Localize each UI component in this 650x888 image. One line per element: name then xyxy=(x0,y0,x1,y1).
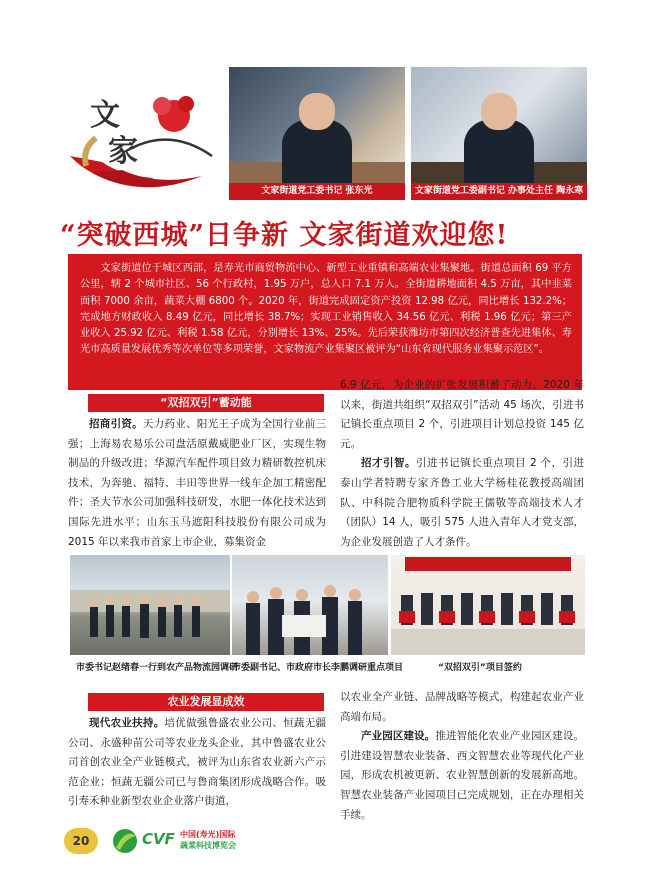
section2-left-text: 培优做强鲁盛农业公司、恒蔬无疆公司、永盛种苗公司等农业龙头企业，其中鲁盛农业公司首创农业全产业链模式，被评为山东省农业新六产示范企业；恒蔬无疆公司已与鲁商集团形成战略合作。吸引寿禾种业新型农业企业落户街道， xyxy=(68,717,326,808)
section2-right-text2: 推进智能化农业产业园区建设。引进建设智慧农业装备、西文智慧农业等现代化产业园，形成农机被更新、农业智慧创新的发展新高地。智慧农业装备产业园项目已完成规划，正在办理相关手续。 xyxy=(340,730,584,821)
section1-left-text: 天力药业、阳光王子成为全国行业前三强；上海易农易乐公司盘活原戴威肥业厂区，实现生物制品的升级改进；华源汽车配件项目致力精研数控机床技术，为奔驰、福特、丰田等世界一线车企加工精密配件；圣大节水公司加强科技研发，水肥一体化技术达到国际先进水平；山东玉马遮阳科技股份有限公司成为 2015 年以来我市首家上市企业，募集资金 xyxy=(68,418,327,548)
logistics-park-photo xyxy=(70,555,230,655)
section1-right-text2: 引进书记镇长重点项目 2 个，引进泰山学者特聘专家齐鲁工业大学杨桂花教授高端团队、中科院合肥物质科学院王儒敬等高端技术人才（团队）14 人，吸引 575 人进入青年人才党支部，为企业发展创造了人才条件。 xyxy=(340,457,585,548)
section1-left-column xyxy=(68,415,326,552)
page-headline: “突破西城”日争新 文家街道欢迎您! xyxy=(60,220,509,251)
expo-name-line1: 中国(寿光)国际 xyxy=(180,830,236,839)
emblem-char-jia: 家 xyxy=(108,134,138,169)
emblem-char-wen: 文 xyxy=(90,98,120,133)
expo-logo-text: CVF xyxy=(142,830,175,848)
deputy-secretary-photo xyxy=(411,67,587,183)
left-photo-caption: 文家街道党工委书记 张东光 xyxy=(229,183,405,200)
expo-logo xyxy=(110,826,270,858)
section1-right-lead: 招才引智。 xyxy=(361,457,417,470)
intro-box xyxy=(68,254,582,390)
section1-right-text1: 6.9 亿元，为企业的扩张发展积蓄了动力。2020 年以来，街道共组织“双招双引”活动 45 场次，引进书记镇长重点项目 2 个，引进项目计划总投资 145 亿元。 xyxy=(340,379,584,450)
wenjia-emblem xyxy=(62,78,224,196)
section-head-agriculture: 农业发展显成效 xyxy=(88,693,324,711)
section2-right-column xyxy=(340,688,584,825)
page-number: 20 xyxy=(64,828,98,854)
section2-left-lead: 现代农业扶持。 xyxy=(89,717,165,729)
section-head-talent: “双招双引”蓄动能 xyxy=(88,394,324,412)
section1-left-lead: 招商引资。 xyxy=(89,418,143,430)
expo-name-line2: 蔬菜科技博览会 xyxy=(180,841,236,850)
caption-signing: “双招双引”项目签约 xyxy=(438,663,522,673)
party-secretary-photo xyxy=(229,67,405,183)
caption-logistics: 市委书记赵绪春一行到农产品物流园调研 xyxy=(76,663,239,673)
section2-right-lead: 产业园区建设。 xyxy=(361,730,436,743)
signing-ceremony-photo xyxy=(391,555,585,655)
section1-right-column xyxy=(340,376,584,552)
right-photo-caption: 文家街道党工委副书记 办事处主任 陶永寒 xyxy=(411,183,587,200)
section2-left-column xyxy=(68,714,326,812)
caption-project: 市委副书记、市政府市长李鹏调研重点项目 xyxy=(232,663,404,673)
intro-text: 文家街道位于城区西部，是寿光市商贸物流中心、新型工业重镇和高端农业集聚地。街道总面积 69 平方公里，辖 2 个城市社区、56 个行政村，1.95 万户，总人口 7.1 万人。全街道耕地面积 4.5 万亩，其中韭菜面积 7000 余亩，蔬菜大棚 6800 个。2020 年，街道完成固定资产投资 12.98 亿元，同比增长 132.2%；完成地方财政收入 8.49 亿元，同比增长 38.7%；实现工业销售收入 34.56 亿元、利税 1.96 亿元；第三产业收入 25.92 亿元、利税 1.58 亿元，分别增长 13%、25%。先后荣获潍坊市第四次经济普查先进集体、寿光市高质量发展优秀等次单位等多项荣誉，文家物流产业集聚区被评为“山东省现代服务业集聚示范区”。 xyxy=(80,263,572,356)
key-project-visit-photo xyxy=(232,555,388,655)
section2-right-text1: 以农业全产业链、品牌战略等模式，构建起农业产业高端布局。 xyxy=(340,691,584,723)
